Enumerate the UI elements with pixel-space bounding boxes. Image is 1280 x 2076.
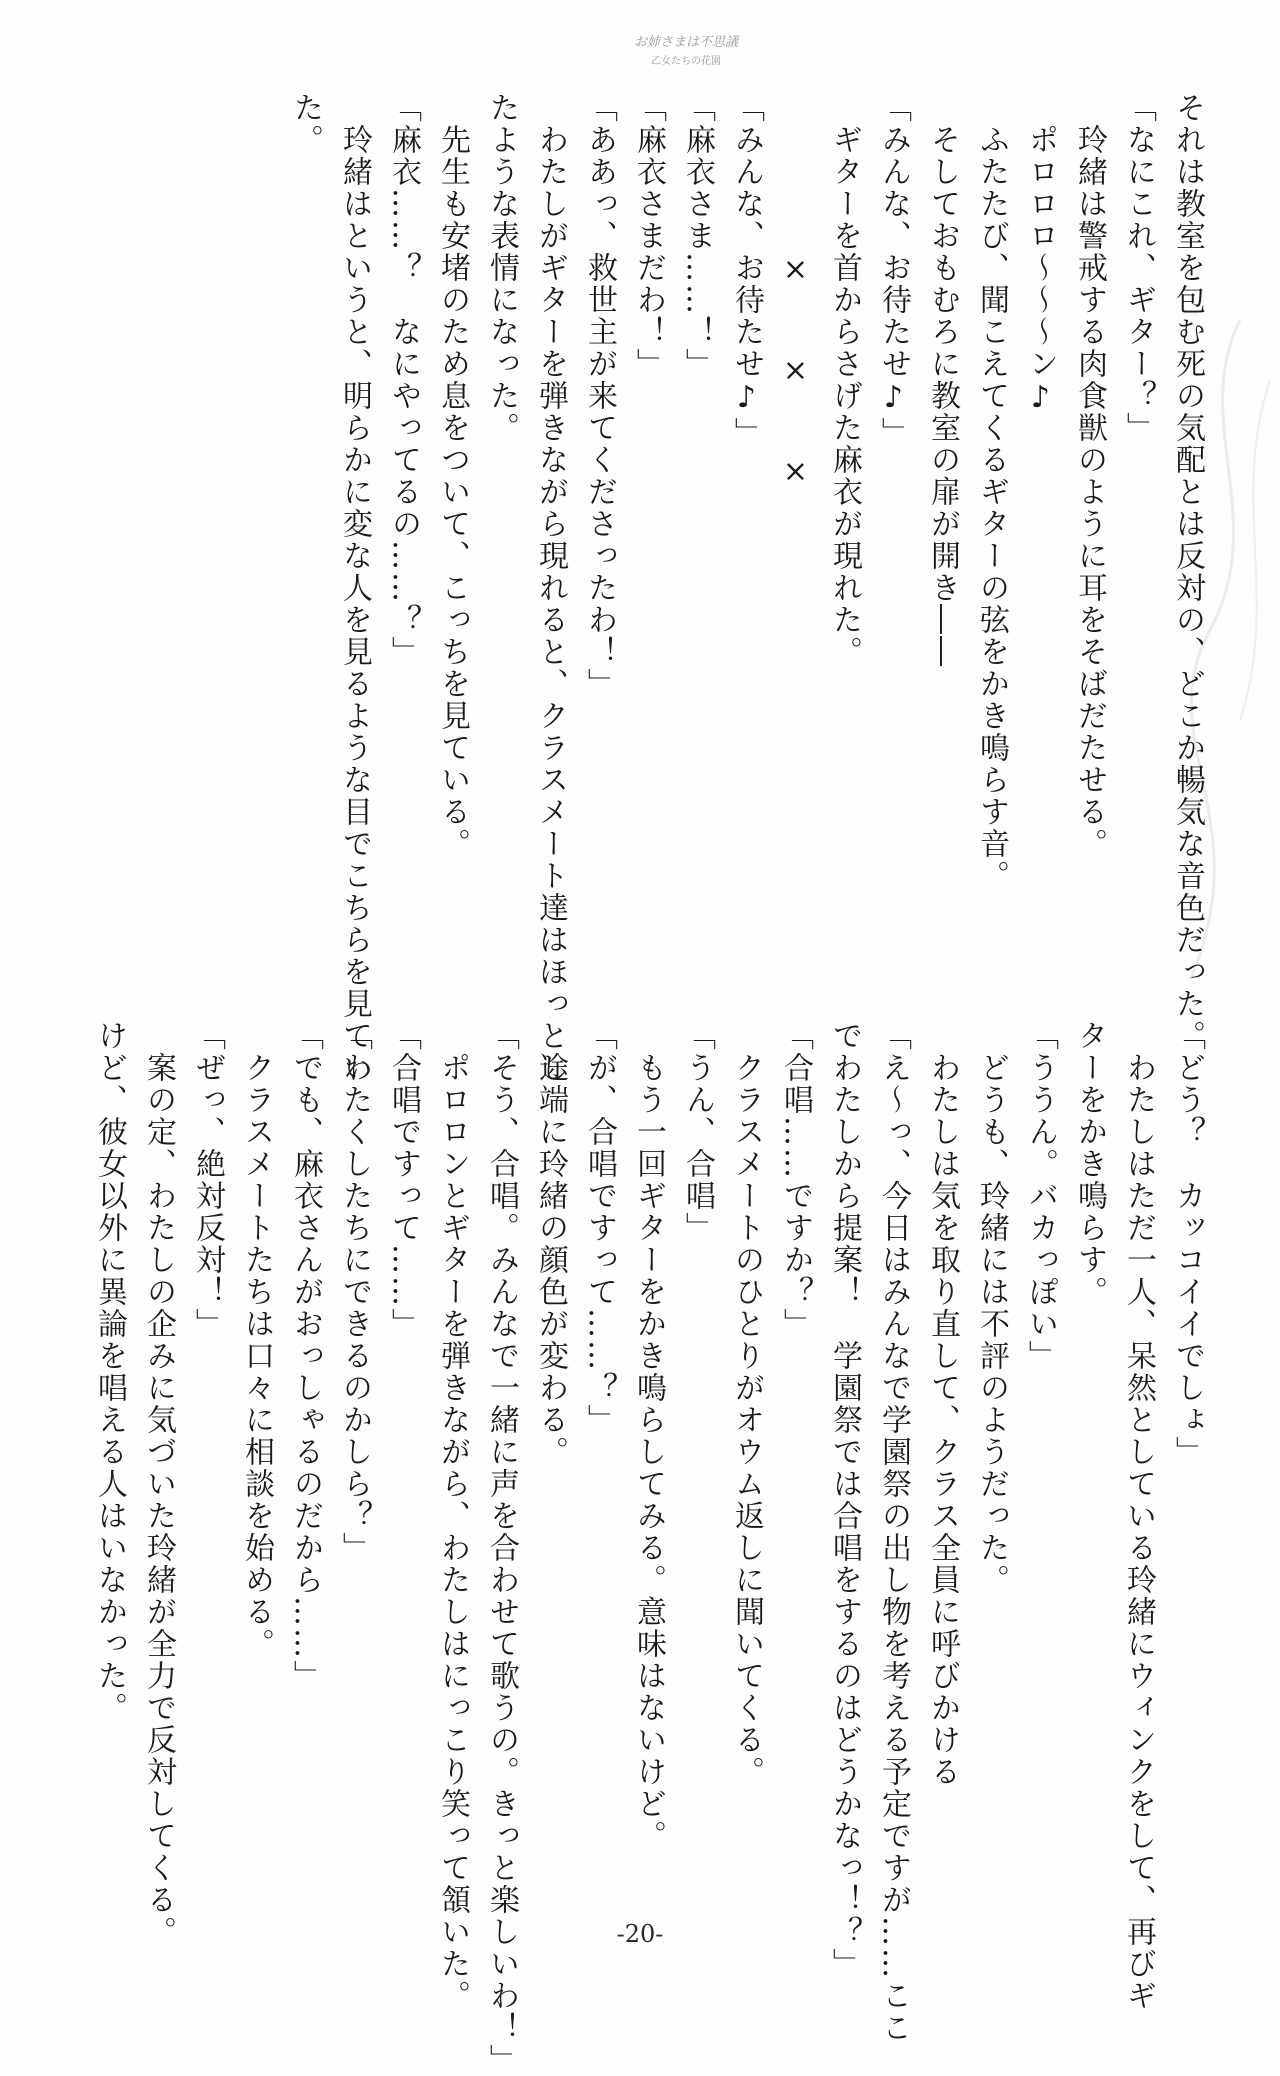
text-line: 「わたくしたちにできるのかしら？」	[337, 1020, 372, 1564]
text-line: 「合唱ですって……」	[386, 1020, 421, 1340]
text-line: そしておもむろに教室の扉が開き――	[925, 92, 960, 668]
header-logo-line2: 乙女たちの花園	[651, 56, 721, 67]
text-line: 「でも、麻衣さんがおっしゃるのだから……」	[288, 1020, 323, 1692]
header-logo	[632, 26, 740, 74]
text-line: た。	[288, 92, 323, 156]
text-line: もう一回ギターをかき鳴らしてみる。意味はないけど。	[631, 1020, 666, 1852]
text-line: 「なにこれ、ギター？」	[1121, 92, 1156, 444]
text-line: クラスメートのひとりがオウム返しに聞いてくる。	[729, 1020, 764, 1788]
text-line: 「ううん。バカっぽい」	[1023, 1020, 1058, 1372]
text-line: たような表情になった。	[484, 92, 519, 444]
text-line: 途端に玲緒の顔色が変わる。	[533, 1020, 568, 1468]
text-line: それは教室を包む死の気配とは反対の、どこか暢気な音色だった。	[1170, 92, 1205, 1052]
text-line: わたしがギターを弾きながら現れると、クラスメート達はほっとし	[533, 92, 568, 1084]
text-line: 「合唱……ですか？」	[778, 1020, 813, 1340]
text-line: 「みんな、お待たせ♪」	[876, 92, 911, 449]
text-line: 「みんな、お待たせ♪」	[729, 92, 764, 449]
scene-break: × × ×	[778, 92, 813, 491]
text-line: わたしは気を取り直して、クラス全員に呼びかける	[925, 1020, 960, 1788]
text-line: 玲緒はというと、明らかに変な人を見るような目でこちらを見てい	[337, 92, 372, 1084]
text-line: わたしはただ一人、呆然としている玲緒にウィンクをして、再びギ	[1121, 1020, 1156, 2012]
text-line: ターをかき鳴らす。	[1072, 1020, 1107, 1308]
text-line: 「え〜っ、今日はみんなで学園祭の出し物を考える予定ですが……ここ	[876, 1020, 911, 2044]
text-line: 「が、合唱ですって……？」	[582, 1020, 617, 1436]
text-line: けど、彼女以外に異論を唱える人はいなかった。	[92, 1020, 127, 1724]
text-line: ポロロロ〜〜〜ン♪	[1023, 92, 1058, 417]
text-line: 「麻衣……？ なにやってるの……？」	[386, 92, 421, 668]
page-number: -20-	[616, 1920, 664, 1948]
text-line: 「麻衣さま……！」	[680, 92, 715, 380]
text-line: 「麻衣さまだわ！」	[631, 92, 666, 380]
text-line: ふたたび、聞こえてくるギターの弦をかき鳴らす音。	[974, 92, 1009, 892]
text-line: 「ああっ、救世主が来てくださったわ！」	[582, 92, 617, 700]
text-line: 案の定、わたしの企みに気づいた玲緒が全力で反対してくる。	[141, 1020, 176, 1948]
text-line: 「うん、合唱」	[680, 1020, 715, 1244]
text-line: どうも、玲緒には不評のようだった。	[974, 1020, 1009, 1596]
text-line: 「どう？ カッコイイでしょ」	[1170, 1020, 1205, 1468]
text-line: 「そう、合唱。みんなで一緒に声を合わせて歌うの。きっと楽しいわ！」	[484, 1020, 519, 2076]
text-line: でわたしから提案！ 学園祭では合唱をするのはどうかなっ！？」	[827, 1020, 862, 1980]
text-line: 玲緒は警戒する肉食獣のように耳をそばだたせる。	[1072, 92, 1107, 860]
text-line: 先生も安堵のため息をついて、こっちを見ている。	[435, 92, 470, 860]
header-logo-line1: お姉さまは不思議	[633, 35, 739, 50]
text-line: ポロロンとギターを弾きながら、わたしはにっこり笑って頷いた。	[435, 1020, 470, 2012]
text-line: クラスメートたちは口々に相談を始める。	[239, 1020, 274, 1660]
text-line: ギターを首からさげた麻衣が現れた。	[827, 92, 862, 668]
text-line: 「ぜっ、絶対反対！」	[190, 1020, 225, 1340]
text-block-upper	[281, 92, 1212, 1084]
